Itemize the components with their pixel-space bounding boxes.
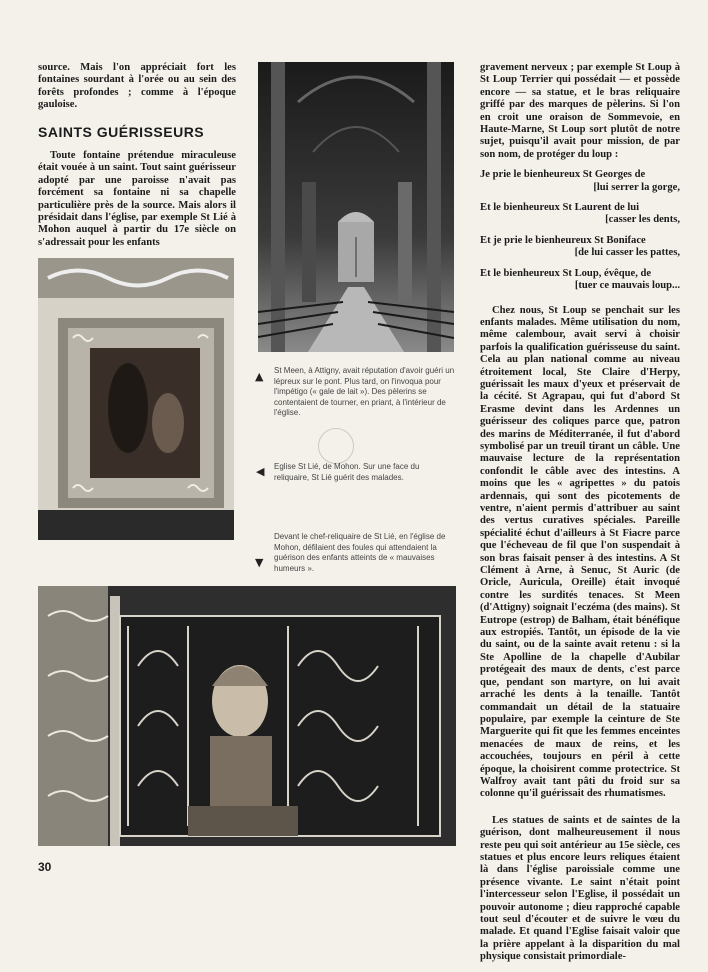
church-interior-image [258, 62, 454, 352]
poem-stanza [480, 169, 680, 194]
page-number: 30 [38, 860, 52, 874]
arrow-down-icon: ▼ [255, 556, 264, 569]
bust-reliquary-image [38, 586, 456, 846]
poem-line: Et le bienheureux St Loup, évêque, de [480, 267, 652, 279]
intro-paragraph: source. Mais l'on appréciait fort les fontaines sourdant à l'orée ou au sein des forêts profondes ; comme à l'époque gauloise. [38, 62, 236, 111]
poem-stanza [480, 268, 680, 293]
poem-line-continuation: [casser les dents, [605, 214, 680, 226]
right-paragraph-2: Chez nous, St Loup se penchait sur les enfants malades. Même utilisation du nom, même calembour, avait servi à choisir parfois la qualification guérisseuse du saint. Cela au plan national comme au niveau étroitement local, Ste Claire d'Herpy, guérissait les maux d'yeux et préservait de la cécité. St Agrapau, qui fut d'abord St Erasme devint dans les Ardennes un guérisseur des coliques parce que, patron des marins de Méditerranée, il fut d'abord symbolisé par un treuil tirant un câble. Une mauvaise lecture de la représentation confondit le câble avec des intestins. A moins que les « agripettes » du patois ardennais, qui sont des picotements de ventre, n'aient permis d'attribuer au saint des vertus curatives spéciales. Pareille spécialité échut d'ailleurs à St Fiacre parce que l'écheveau de fil que l'on suspendait à son bras faisait penser à des intestins. A St Clément à Arne, à Senuc, St Auric (de Oricle, Auricula, Oreille) était invoqué contre les surdités tenaces. St Meen (d'Attigny) soignait l'eczéma (des mains). St Eutrope (estrop) de Balham, était bénéfique aux estropiés. Tantôt, un épisode de la vie du saint, ou de la sainte avait retenu : si la Ste Apolline de la chapelle d'Aubilar protégeait des maux de dents, c'est parce que, pendant son martyre, on lui avait arraché les dents à la tenaille. Tantôt commandait un détail de la statuaire populaire, par exemple la ceinture de Ste Marguerite qui fit que les femmes enceintes menacées de maux de reins, et les accouchées, toujours en péril à cette époque, la choisirent comme protectrice. St Walfroy avait tant pâti du froid sur sa colonne qu'il guérissait des rhumatismes. [480, 304, 680, 800]
poem-line: Et le bienheureux St Laurent de lui [480, 202, 640, 214]
caption-church: St Meen, à Attigny, avait réputation d'avoir guéri un lépreux sur le pont. Plus tard, on l'invoqua pour l'impétigo (« gale de lait »). Des pèlerins se contentaient de tourner, en priant, à l'intérieur de l'église. [274, 366, 455, 417]
poem-line: Et je prie le bienheureux St Boniface [480, 234, 646, 246]
left-column [38, 62, 236, 257]
poem-line-continuation: [lui serrer la gorge, [593, 181, 680, 193]
reliquary-photo [38, 258, 234, 540]
poem-stanza [480, 202, 680, 227]
arrow-up-icon: ▲ [255, 370, 264, 383]
poem-line-continuation: [tuer ce mauvais loup... [574, 280, 680, 292]
oraison-poem [480, 169, 680, 292]
right-column [480, 62, 680, 972]
reliquary-image [38, 258, 234, 540]
caption-bust: Devant le chef-reliquaire de St Lié, en l'église de Mohon, défilaient des foules qui attendaient la guérison des enfants atteints de « mauvaises humeurs ». [274, 532, 446, 573]
section-heading: SAINTS GUÉRISSEURS [38, 123, 205, 140]
bust-reliquary-photo [38, 586, 456, 846]
body-paragraph: Toute fontaine prétendue miraculeuse était vouée à un saint. Tout saint guérisseur adopté par une paroisse n'avait pas forcément sa fontaine ni sa chapelle particulière près de la source. Mais alors il présidait dans l'église, par exemple St Lié à Mohon auquel à partir du 17e siècle on s'adressait pour les enfants [38, 150, 236, 248]
right-paragraph-3: Les statues de saints et de saintes de la guérison, dont malheureusement il nous reste peu qui soit antérieur au 15e siècle, ces statues et plus encore leurs reliques étaient là dans l'église paroissiale comme une présence vivante. Le saint n'était point l'intercesseur selon l'Eglise, il possédait un pouvoir autonome ; dieu rapproché capable tout seul d'écouter et de suivre le vœu du malade. Et quand l'Eglise faisait valoir que la prière appelant à la disparition du mal physique consistait primordiale- [480, 814, 680, 963]
watermark-stamp-icon [318, 428, 354, 464]
poem-line: Je prie le bienheureux St Georges de [480, 169, 646, 181]
church-interior-photo [258, 62, 454, 352]
right-paragraph-1: gravement nerveux ; par exemple St Loup à St Loup Terrier qui possédait — et possède encore — sa statue, et le bras reliquaire griffé par des marques de pèlerins. Si l'on en croit une oraison de Sommevoie, en Haute-Marne, St Loup sort plutôt de notre sujet, puisqu'il avait pour mission, de par son nom, de protéger du loup : [480, 62, 680, 160]
poem-stanza [480, 235, 680, 260]
arrow-left-icon: ◀ [256, 465, 265, 478]
poem-line-continuation: [de lui casser les pattes, [574, 247, 680, 259]
caption-reliquary: Eglise St Lié, de Mohon. Sur une face du reliquaire, St Lié guérit des malades. [274, 462, 420, 482]
